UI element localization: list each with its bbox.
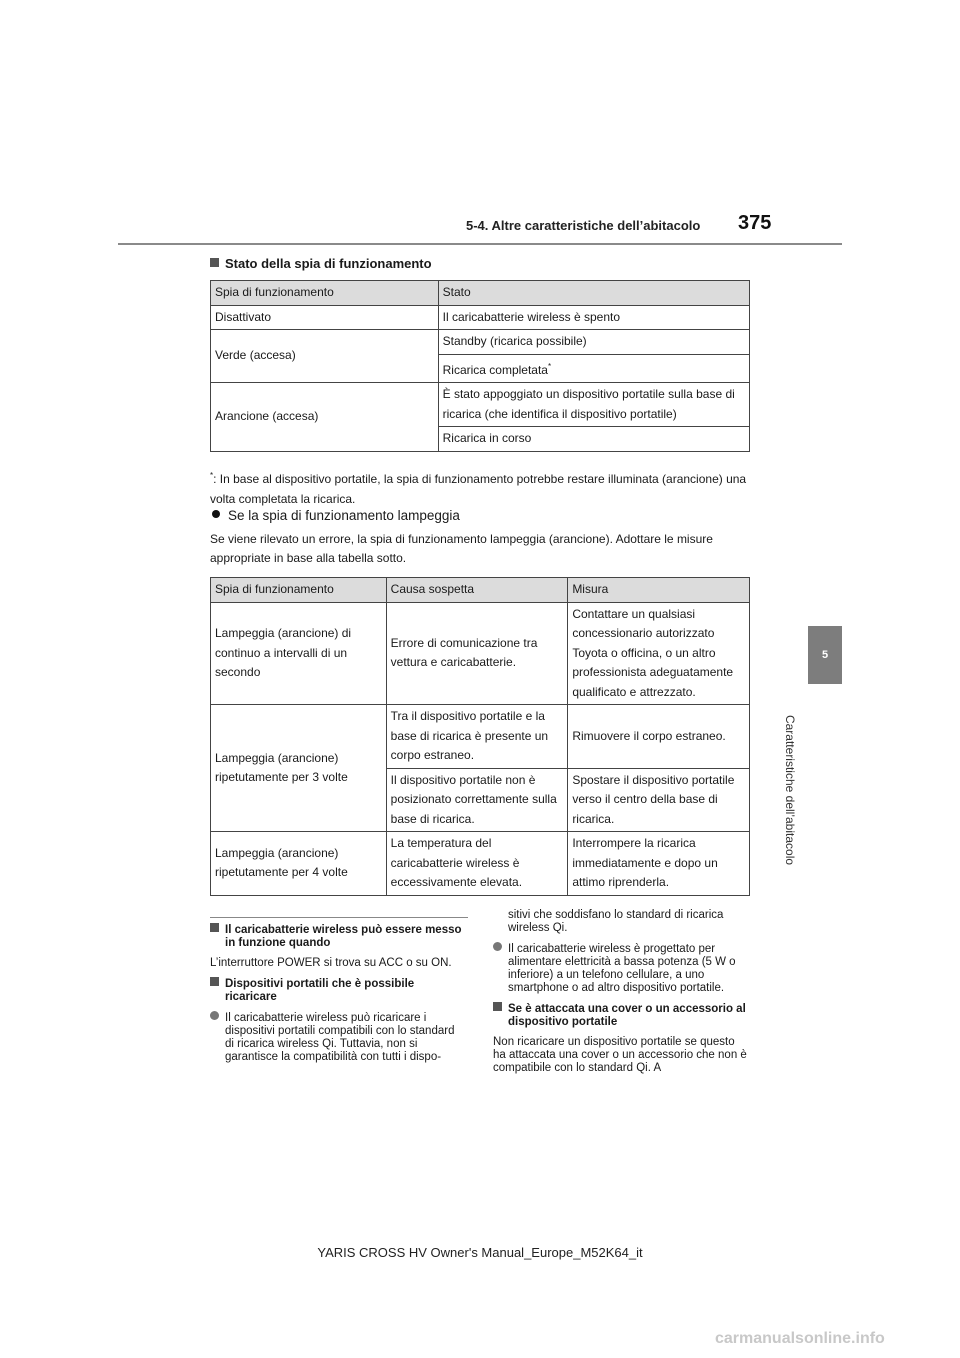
note-heading: [493, 1002, 749, 1029]
page-number: 375: [738, 212, 772, 234]
table-cell-text: Ricarica completata: [442, 362, 548, 377]
table-cell: Arancione (accesa): [211, 383, 439, 452]
footnote-marker: *: [547, 361, 552, 371]
note-bullet: [493, 942, 749, 995]
table-header-row: [211, 578, 750, 603]
status-heading-text: Stato della spia di funzionamento: [225, 256, 432, 271]
blink-heading: [212, 508, 460, 523]
table-header-row: [211, 281, 750, 306]
table-header-cell: Stato: [438, 281, 749, 306]
footnote-mark: *: [210, 471, 214, 480]
notes-rule: [210, 917, 468, 918]
table-row: [211, 305, 750, 330]
table-cell: [438, 354, 749, 383]
table-header-cell: Spia di funzionamento: [211, 281, 439, 306]
table-header-cell: Spia di funzionamento: [211, 578, 387, 603]
table-cell: Lampeggia (arancione) di continuo a intervalli di un secondo: [211, 602, 387, 705]
table-row: [211, 705, 750, 769]
status-table: [210, 280, 750, 452]
chapter-tab: 5: [808, 626, 842, 684]
table-cell: Lampeggia (arancione) ripetutamente per 4 volte: [211, 832, 387, 896]
table-cell: Disattivato: [211, 305, 439, 330]
square-bullet-icon: [493, 1002, 502, 1011]
table-cell: Tra il dispositivo portatile e la base di ricarica è presente un corpo estraneo.: [386, 705, 568, 769]
note-text: Non ricaricare un dispositivo portatile se questo ha attaccata una cover o un accessorio che non è compatibile con lo standard Qi. A: [493, 1036, 747, 1074]
note-continuation: sitivi che soddisfano lo standard di ricarica wireless Qi.: [508, 909, 724, 934]
square-bullet-icon: [210, 977, 219, 986]
blink-table: [210, 577, 750, 896]
note-bullet-text: Il caricabatterie wireless può ricaricare i dispositivi portatili compatibili con lo standard di ricarica wireless Qi. Tuttavia, non si garantisce la compatibilità con tutti i dispo-: [225, 1012, 455, 1063]
circle-bullet-icon: [493, 942, 502, 951]
table-cell: È stato appoggiato un dispositivo portatile sulla base di ricarica (che identifica il dispositivo portatile): [438, 383, 749, 427]
table-cell: La temperatura del caricabatterie wireless è eccessivamente elevata.: [386, 832, 568, 896]
table-row: [211, 602, 750, 705]
square-bullet-icon: [210, 258, 219, 267]
watermark: carmanualsonline.info: [715, 1330, 885, 1347]
table-cell: Il caricabatterie wireless è spento: [438, 305, 749, 330]
manual-footer: YARIS CROSS HV Owner's Manual_Europe_M52K64_it: [317, 1245, 643, 1260]
footnote: [210, 466, 755, 509]
table-cell: Standby (ricarica possibile): [438, 330, 749, 355]
status-heading: [210, 256, 432, 271]
chapter-side-label-text: Caratteristiche dell’abitacolo: [783, 714, 797, 866]
note-heading-text: Dispositivi portatili che è possibile ricaricare: [225, 978, 415, 1003]
table-cell: Spostare il dispositivo portatile verso il centro della base di ricarica.: [568, 768, 750, 832]
table-cell: Lampeggia (arancione) ripetutamente per 3 volte: [211, 705, 387, 832]
table-header-cell: Misura: [568, 578, 750, 603]
table-header-cell: Causa sospetta: [386, 578, 568, 603]
note-heading-text: Il caricabatterie wireless può essere messo in funzione quando: [225, 924, 462, 949]
table-row: [211, 383, 750, 427]
footnote-text: : In base al dispositivo portatile, la spia di funzionamento potrebbe restare illuminata (arancione) una volta completata la ricarica.: [210, 472, 747, 506]
table-cell: Errore di comunicazione tra vettura e caricabatterie.: [386, 602, 568, 705]
notes-right-column: [493, 909, 749, 1082]
round-bullet-icon: [212, 510, 220, 518]
note-heading: [210, 977, 466, 1004]
square-bullet-icon: [210, 923, 219, 932]
blink-heading-text: Se la spia di funzionamento lampeggia: [228, 508, 460, 523]
note-heading: [210, 923, 466, 950]
notes-left-column: [210, 923, 466, 1071]
section-header: 5-4. Altre caratteristiche dell’abitacolo: [466, 218, 701, 233]
table-row: [211, 832, 750, 896]
table-cell: Contattare un qualsiasi concessionario autorizzato Toyota o officina, o un altro professionista adeguatamente qualificato e attrezzato.: [568, 602, 750, 705]
note-bullet: [210, 1011, 466, 1064]
note-bullet-text: Il caricabatterie wireless è progettato per alimentare elettricità a bassa potenza (5 W o inferiore) a un telefono cellulare, a uno smartphone o ad altro dispositivo portatile.: [508, 943, 736, 994]
table-cell: Rimuovere il corpo estraneo.: [568, 705, 750, 769]
circle-bullet-icon: [210, 1011, 219, 1020]
note-heading-text: Se è attaccata una cover o un accessorio al dispositivo portatile: [508, 1003, 746, 1028]
table-cell: Verde (accesa): [211, 330, 439, 383]
table-cell: Ricarica in corso: [438, 427, 749, 452]
table-cell: Interrompere la ricarica immediatamente e dopo un attimo riprenderla.: [568, 832, 750, 896]
blink-intro: Se viene rilevato un errore, la spia di funzionamento lampeggia (arancione). Adottare le misure appropriate in base alla tabella sotto.: [210, 532, 713, 565]
table-row: [211, 330, 750, 355]
table-cell: Il dispositivo portatile non è posizionato correttamente sulla base di ricarica.: [386, 768, 568, 832]
header-rule: [118, 243, 842, 245]
note-text: L’interruttore POWER si trova su ACC o su ON.: [210, 957, 452, 969]
